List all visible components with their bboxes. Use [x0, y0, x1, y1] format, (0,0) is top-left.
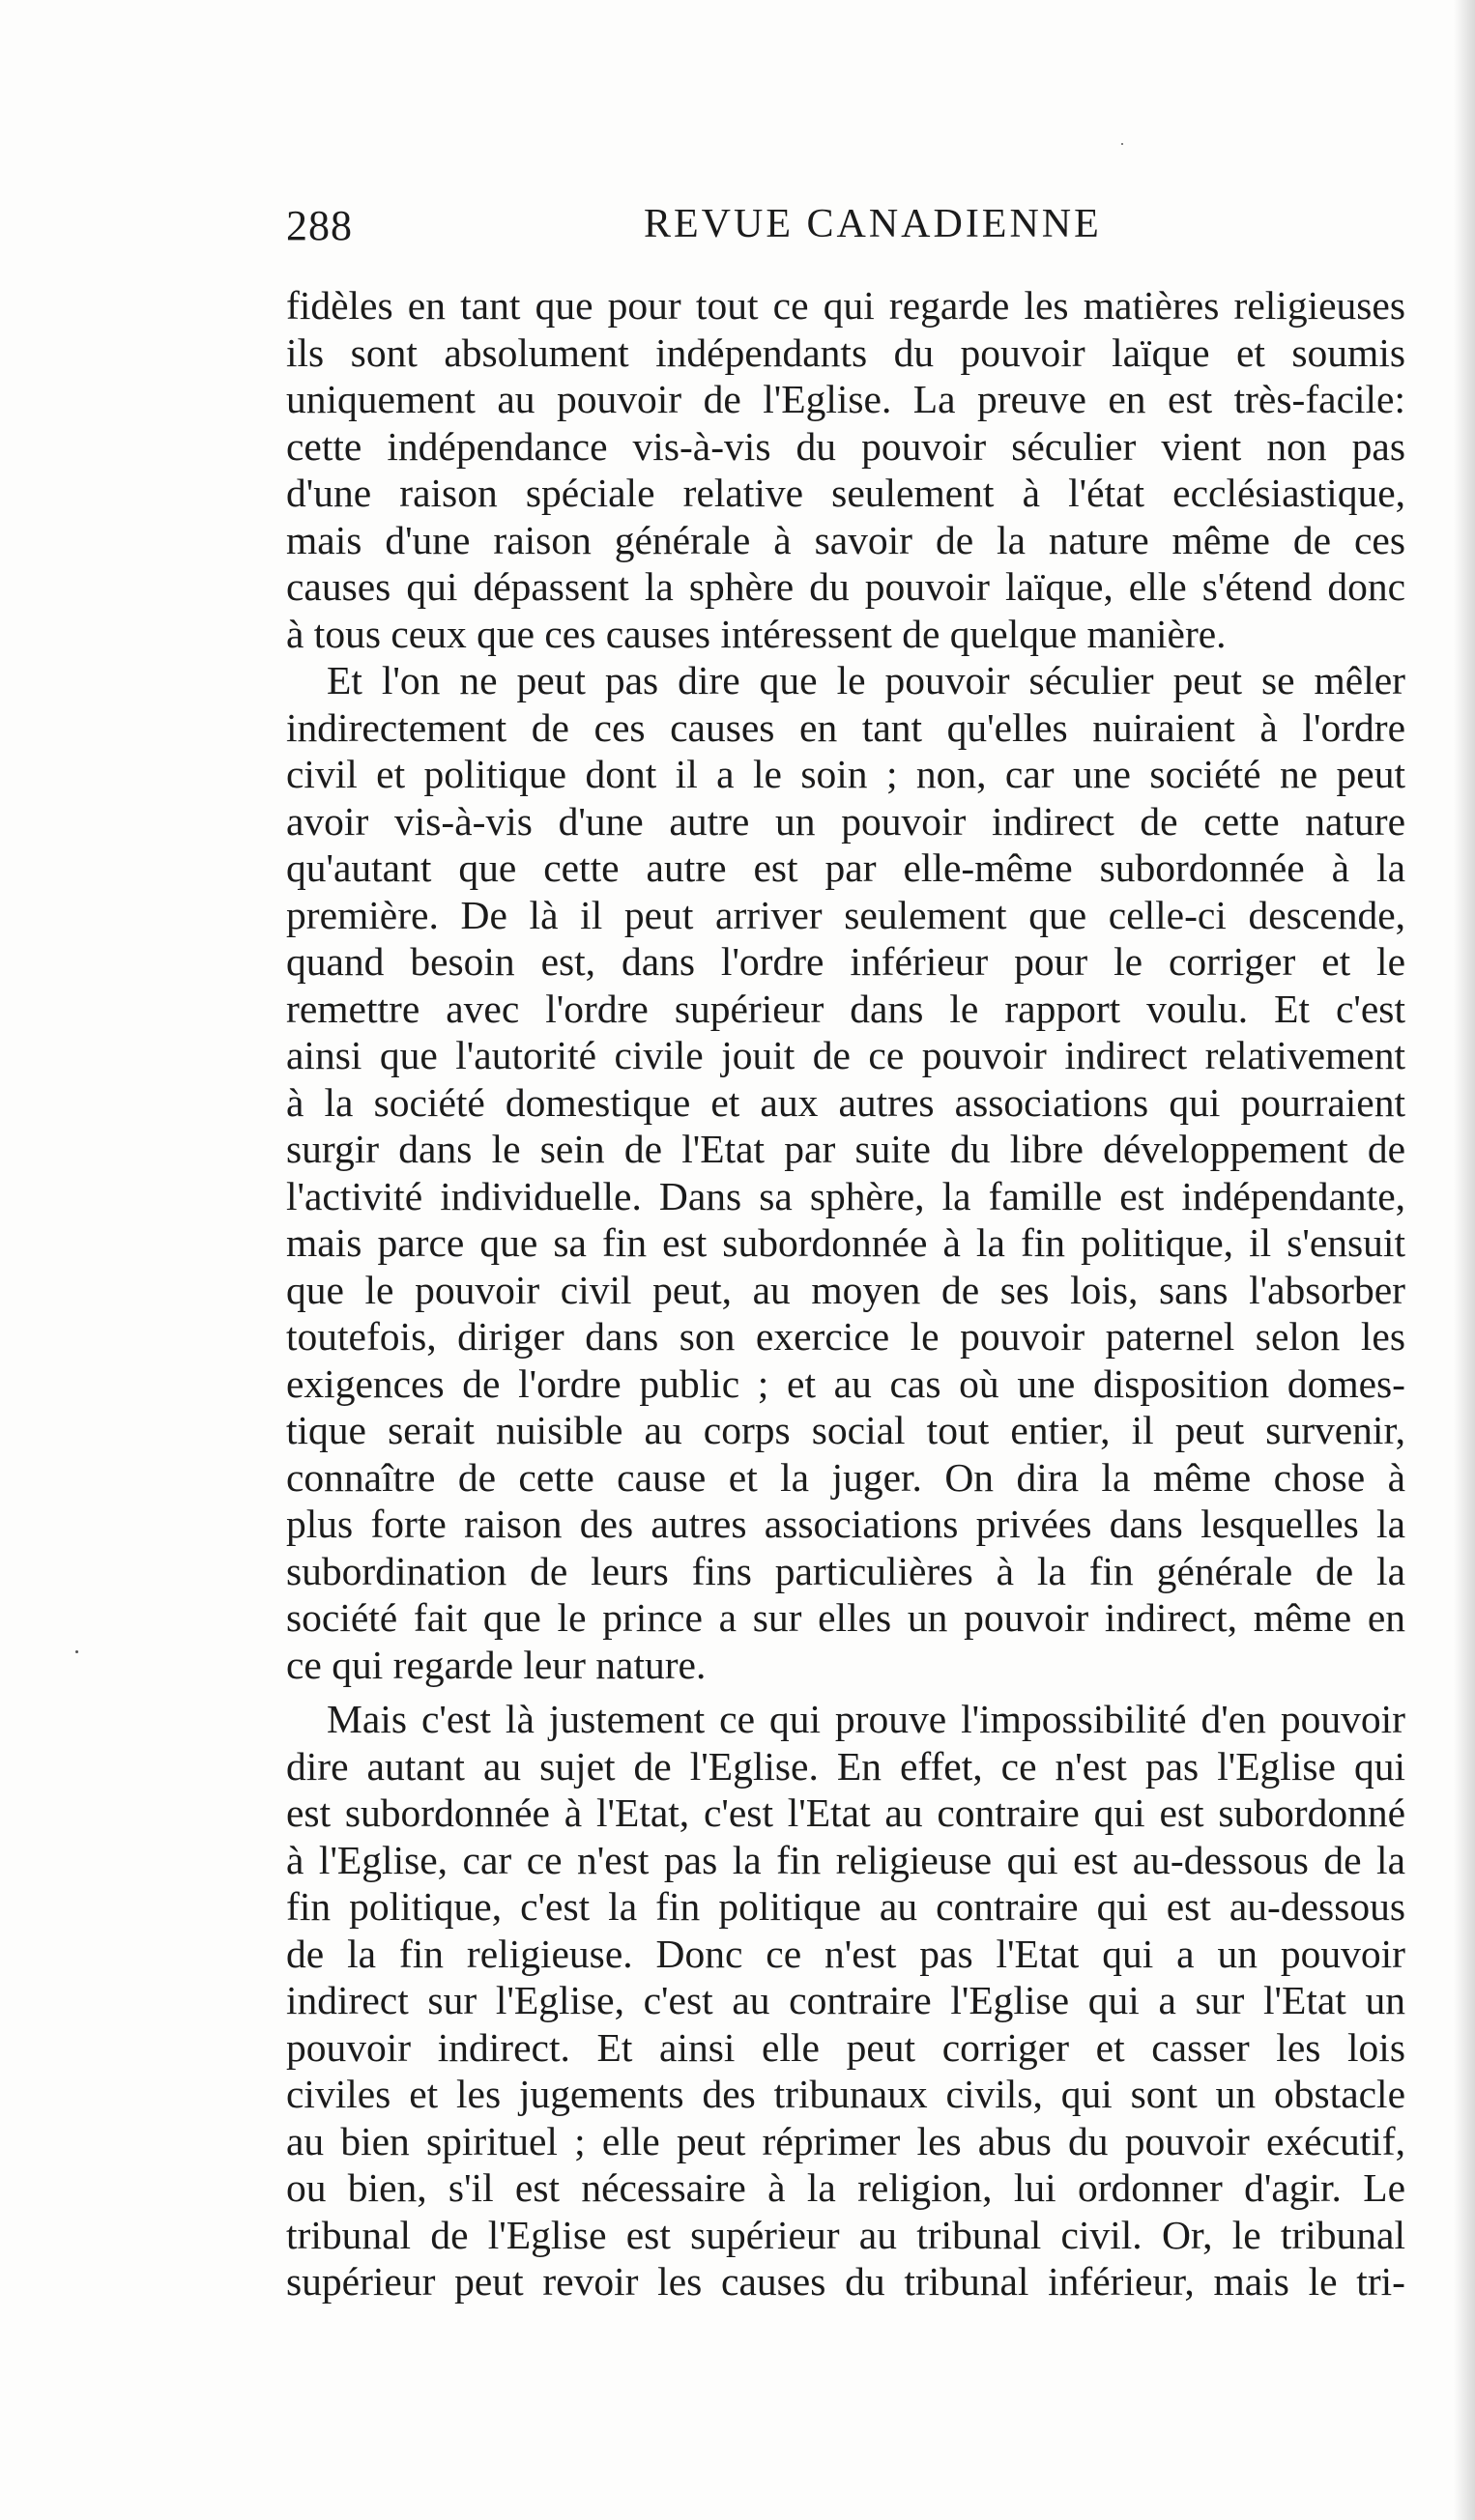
text-line: à l'Eglise, car ce n'est pas la fin religieuse qui est au-dessous de la: [286, 1837, 1405, 1882]
text-line: ou bien, s'il est nécessaire à la religion, lui ordonner d'agir. Le: [286, 2165, 1405, 2210]
text-line: ce qui regarde leur nature.: [286, 1642, 707, 1687]
text-line: avoir vis-à-vis d'une autre un pouvoir indirect de cette nature: [286, 798, 1405, 844]
text-line: civil et politique dont il a le soin ; non, car une société ne peut: [286, 752, 1405, 796]
text-line: plus forte raison des autres associations privées dans lesquelles la: [286, 1502, 1405, 1546]
text-line: indirect sur l'Eglise, c'est au contraire l'Eglise qui a sur l'Etat un: [286, 1978, 1405, 2022]
paragraph-start-line: Mais c'est là justement ce qui prouve l'impossibilité d'en pouvoir: [327, 1697, 1405, 1741]
binding-gutter-shadow: [1454, 0, 1475, 2520]
running-title: REVUE CANADIENNE: [644, 202, 1102, 246]
ink-speck: [1121, 143, 1123, 145]
text-line: d'une raison spéciale relative seulement à l'état ecclésiastique,: [286, 471, 1405, 515]
text-line: causes qui dépassent la sphère du pouvoir laïque, elle s'étend donc: [286, 564, 1405, 609]
text-line: civiles et les jugements des tribunaux civils, qui sont un obstacle: [286, 2072, 1405, 2116]
text-line: première. De là il peut arriver seulement que celle-ci descende,: [286, 892, 1405, 937]
text-line: exigences de l'ordre public ; et au cas où une disposition domes-: [286, 1360, 1405, 1406]
text-line: l'activité individuelle. Dans sa sphère, la famille est indépendante,: [286, 1173, 1405, 1218]
text-line: fin politique, c'est la fin politique au contraire qui est au-dessous: [286, 1884, 1405, 1929]
text-line: uniquement au pouvoir de l'Eglise. La preuve en est très-facile:: [286, 377, 1405, 421]
text-line: société fait que le prince a sur elles un pouvoir indirect, même en: [286, 1595, 1405, 1640]
text-line: subordination de leurs fins particulières à la fin générale de la: [286, 1548, 1405, 1593]
text-line: qu'autant que cette autre est par elle-même subordonnée à la: [286, 845, 1405, 890]
paragraph-start-line: Et l'on ne peut pas dire que le pouvoir séculier peut se mêler: [327, 658, 1405, 702]
text-line: connaître de cette cause et la juger. On dira la même chose à: [286, 1454, 1405, 1500]
text-line: est subordonnée à l'Etat, c'est l'Etat au contraire qui est subordonné: [286, 1790, 1405, 1835]
text-line: cette indépendance vis-à-vis du pouvoir séculier vient non pas: [286, 423, 1405, 469]
text-line: au bien spirituel ; elle peut réprimer les abus du pouvoir exécutif,: [286, 2118, 1405, 2163]
text-line: à la société domestique et aux autres associations qui pourraient: [286, 1079, 1405, 1125]
text-line: indirectement de ces causes en tant qu'elles nuiraient à l'ordre: [286, 704, 1405, 750]
text-line: fidèles en tant que pour tout ce qui regarde les matières religieuses: [286, 283, 1405, 328]
text-line: supérieur peut revoir les causes du tribunal inférieur, mais le tri-: [286, 2259, 1405, 2304]
text-line: remettre avec l'ordre supérieur dans le rapport voulu. Et c'est: [286, 986, 1405, 1031]
text-line: surgir dans le sein de l'Etat par suite du libre développement de: [286, 1127, 1405, 1171]
text-line: mais parce que sa fin est subordonnée à la fin politique, il s'ensuit: [286, 1220, 1405, 1265]
text-line: ainsi que l'autorité civile jouit de ce pouvoir indirect relativement: [286, 1033, 1405, 1077]
text-line: tribunal de l'Eglise est supérieur au tribunal civil. Or, le tribunal: [286, 2212, 1405, 2257]
text-line: dire autant au sujet de l'Eglise. En effet, ce n'est pas l'Eglise qui: [286, 1743, 1405, 1789]
text-line: tique serait nuisible au corps social tout entier, il peut survenir,: [286, 1408, 1405, 1452]
page-number: 288: [286, 202, 353, 249]
text-line: quand besoin est, dans l'ordre inférieur pour le corriger et le: [286, 939, 1405, 984]
text-line: à tous ceux que ces causes intéressent de quelque manière.: [286, 611, 1227, 656]
page-header: [286, 201, 1427, 263]
ink-speck: [75, 1650, 78, 1653]
text-line: pouvoir indirect. Et ainsi elle peut corriger et casser les lois: [286, 2024, 1405, 2070]
text-line: ils sont absolument indépendants du pouvoir laïque et soumis: [286, 329, 1405, 375]
text-line: mais d'une raison générale à savoir de la nature même de ces: [286, 517, 1405, 562]
text-line: toutefois, diriger dans son exercice le pouvoir paternel selon les: [286, 1314, 1405, 1359]
text-line: que le pouvoir civil peut, au moyen de ses lois, sans l'absorber: [286, 1267, 1405, 1312]
body-text: [286, 282, 1405, 2305]
text-line: de la fin religieuse. Donc ce n'est pas l'Etat qui a un pouvoir: [286, 1931, 1405, 1976]
